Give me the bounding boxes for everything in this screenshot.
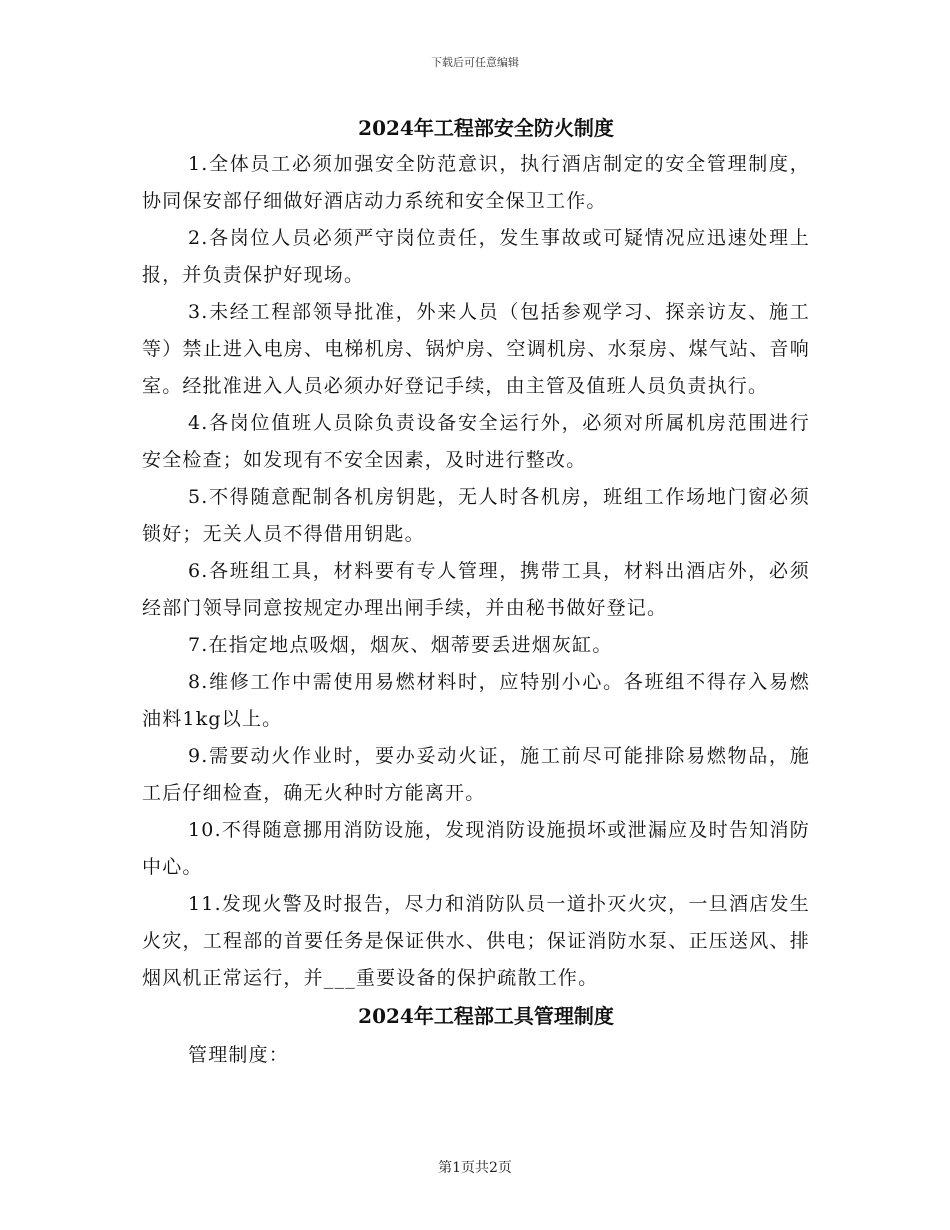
paragraph-1: 1.全体员工必须加强安全防范意识，执行酒店制定的安全管理制度，协同保安部仔细做好酒店动力系统和安全保卫工作。 — [142, 153, 810, 212]
paragraph-9: 9.需要动火作业时，要办妥动火证，施工前尽可能排除易燃物品，施工后仔细检查，确无火种时方能离开。 — [142, 745, 810, 804]
paragraph-4: 4.各岗位值班人员除负责设备安全运行外，必须对所属机房范围进行安全检查；如发现有不安全因素，及时进行整改。 — [142, 412, 810, 471]
paragraph-7: 7.在指定地点吸烟，烟灰、烟蒂要丢进烟灰缸。 — [188, 634, 613, 656]
section-intro: 管理制度： — [188, 1044, 290, 1066]
paragraph-8: 8.维修工作中需使用易燃材料时，应特别小心。各班组不得存入易燃油料1kg以上。 — [142, 671, 810, 730]
document-title: 2024年工程部安全防火制度 — [358, 116, 614, 140]
header-note: 下载后可任意编辑 — [431, 56, 519, 69]
section-title: 2024年工程部工具管理制度 — [358, 1004, 614, 1028]
paragraph-2: 2.各岗位人员必须严守岗位责任，发生事故或可疑情况应迅速处理上报，并负责保护好现场。 — [142, 227, 810, 286]
paragraph-6: 6.各班组工具，材料要有专人管理，携带工具，材料出酒店外，必须经部门领导同意按规定办理出闸手续，并由秘书做好登记。 — [142, 560, 810, 619]
paragraph-11: 11.发现火警及时报告，尽力和消防队员一道扑灭火灾，一旦酒店发生火灾，工程部的首要任务是保证供水、供电；保证消防水泵、正压送风、排烟风机正常运行，并___重要设备的保护疏散工作。 — [142, 893, 810, 989]
paragraph-5: 5.不得随意配制各机房钥匙，无人时各机房，班组工作场地门窗必须锁好；无关人员不得借用钥匙。 — [142, 486, 810, 545]
page-footer: 第1页共2页 — [438, 1160, 512, 1176]
paragraph-3: 3.未经工程部领导批准，外来人员（包括参观学习、探亲访友、施工等）禁止进入电房、电梯机房、锅炉房、空调机房、水泵房、煤气站、音响室。经批准进入人员必须办好登记手续，由主管及值班人员负责执行。 — [142, 301, 810, 397]
paragraph-10: 10.不得随意挪用消防设施，发现消防设施损坏或泄漏应及时告知消防中心。 — [142, 819, 810, 878]
document-body — [142, 112, 810, 1074]
